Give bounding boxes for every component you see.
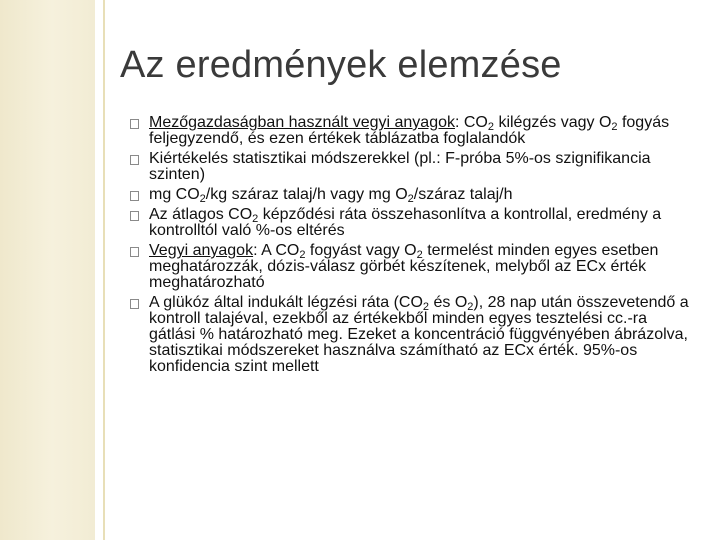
bullet-marker-icon xyxy=(130,155,139,165)
underlined-term: Vegyi anyagok xyxy=(149,242,254,259)
underlined-term: Mezőgazdaságban használt vegyi anyagok xyxy=(149,114,455,131)
bullet-text: mg CO xyxy=(149,186,200,203)
bullet-item xyxy=(130,187,690,203)
subscript: 2 xyxy=(252,213,259,225)
decorative-side-band xyxy=(0,0,95,540)
subscript: 2 xyxy=(611,121,618,133)
bullet-text: Az átlagos CO xyxy=(149,206,253,223)
slide-title: Az eredmények elemzése xyxy=(120,44,562,86)
bullet-item xyxy=(130,295,690,375)
bullet-marker-icon xyxy=(130,299,139,309)
bullet-text: Kiértékelés statisztikai módszerekkel (pl.: F-próba 5%-os szignifikancia szinten) xyxy=(149,150,651,183)
bullet-item xyxy=(130,243,690,291)
bullet-text: kilégzés vagy O xyxy=(494,114,612,131)
subscript: 2 xyxy=(487,121,494,133)
bullet-text: A glükóz által indukált légzési ráta (CO xyxy=(149,294,423,311)
bullet-item xyxy=(130,207,690,239)
bullet-text: : CO xyxy=(454,114,488,131)
subscript: 2 xyxy=(299,249,306,261)
bullet-item xyxy=(130,151,690,183)
bullet-text: termelést minden egyes esetben meghatározzák, dózis-válasz görbét készítenek, melyből az ECx érték meghatározható xyxy=(149,242,659,291)
subscript: 2 xyxy=(199,193,206,205)
subscript: 2 xyxy=(422,301,430,313)
bullet-text: képződési ráta összehasonlítva a kontrollal, eredmény a kontrolltól való %-os eltérés xyxy=(149,206,662,239)
subscript: 2 xyxy=(407,193,414,205)
bullet-text: ), 28 nap után összevetendő a kontroll talajéval, ezekből az értékekből minden egyes tesztelési cc.-ra gátlási % határozható meg. Ezeket a koncentráció függvényében ábrázolva, statisztikai módszereket használva számítható az ECx érték. 95%-os konfidencia szint mellett xyxy=(149,294,689,375)
bullet-marker-icon xyxy=(130,119,139,129)
bullet-list xyxy=(130,115,690,379)
bullet-text: fogyást vagy O xyxy=(305,242,417,259)
bullet-marker-icon xyxy=(130,191,139,201)
bullet-text: : A CO xyxy=(253,242,300,259)
subscript: 2 xyxy=(416,249,423,261)
bullet-item xyxy=(130,115,690,147)
bullet-marker-icon xyxy=(130,211,139,221)
decorative-side-line xyxy=(103,0,105,540)
bullet-text: és O xyxy=(429,294,468,311)
bullet-text: fogyás feljegyzendő, és ezen értékek táblázatba foglalandók xyxy=(149,114,670,147)
bullet-marker-icon xyxy=(130,247,139,257)
bullet-text: /száraz talaj/h xyxy=(413,186,513,203)
bullet-text: /kg száraz talaj/h vagy mg O xyxy=(205,186,408,203)
subscript: 2 xyxy=(467,301,474,313)
